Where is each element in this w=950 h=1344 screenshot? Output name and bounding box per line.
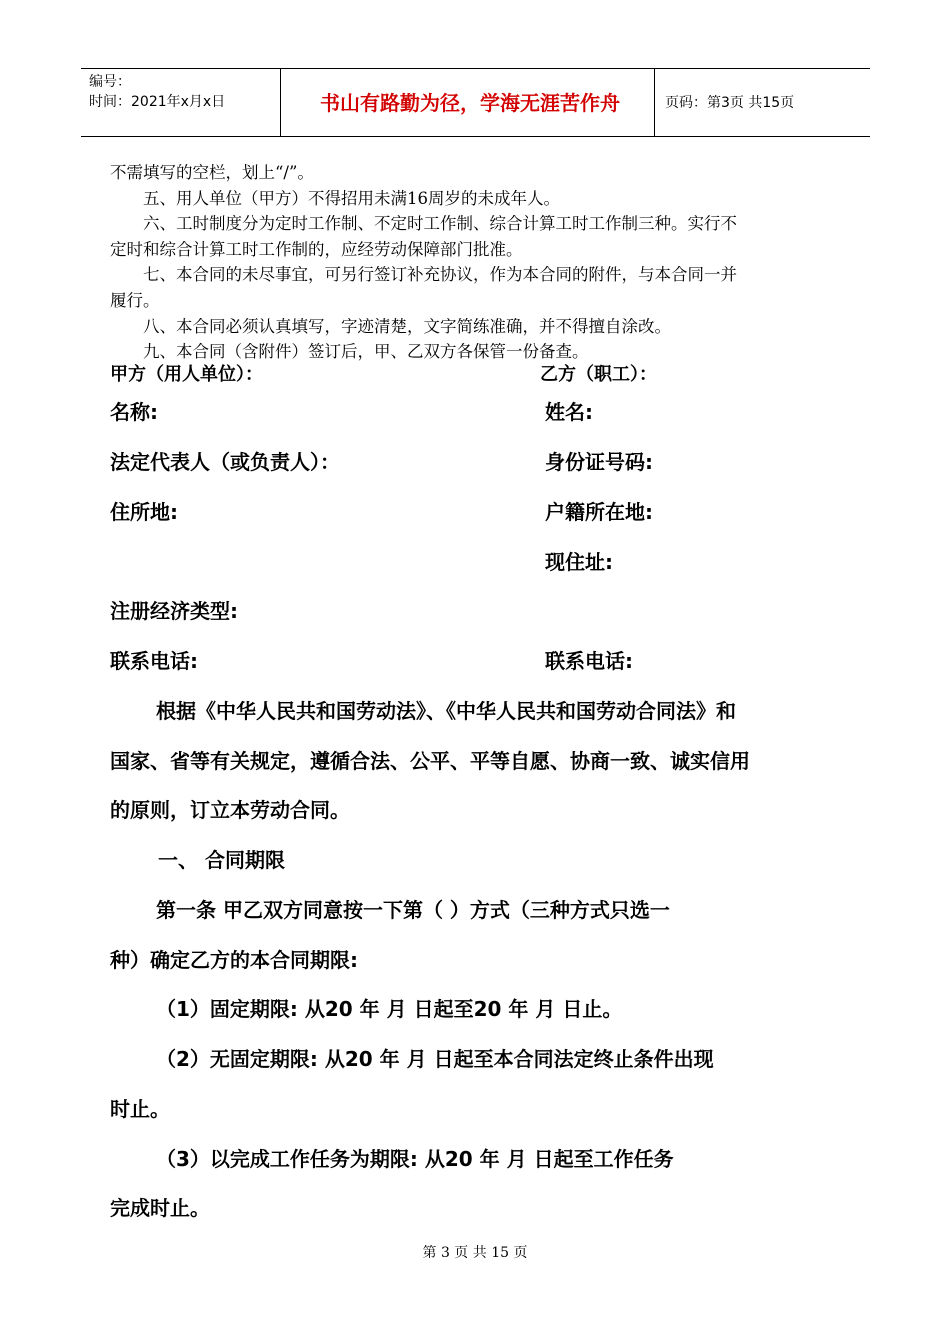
note-line: 履行。 xyxy=(110,290,160,310)
party-a-legal-rep-label: 法定代表人（或负责人）： xyxy=(110,450,340,474)
option-line: （2）无固定期限: 从20 年 月 日起至本合同法定终止条件出现 xyxy=(156,1047,714,1071)
header-divider xyxy=(654,69,655,136)
article-line: 第一条 甲乙双方同意按一下第（ ）方式（三种方式只选一 xyxy=(156,898,670,922)
header-divider xyxy=(280,69,281,136)
note-line: 不需填写的空栏，划上“/”。 xyxy=(110,163,314,182)
party-b-phone-label: 联系电话: xyxy=(545,649,633,673)
note-line: 五、用人单位（甲方）不得招用未满16周岁的未成年人。 xyxy=(143,188,560,208)
party-a-heading: 甲方（用人单位）： xyxy=(110,364,263,385)
preamble-line: 根据《中华人民共和国劳动法》、《中华人民共和国劳动合同法》和 xyxy=(156,699,736,723)
party-b-heading: 乙方（职工）： xyxy=(540,364,657,385)
party-a-address-label: 住所地: xyxy=(110,500,178,524)
preamble-line: 的原则，订立本劳动合同。 xyxy=(110,798,350,822)
party-b-name-label: 姓名: xyxy=(545,400,593,424)
party-a-name-label: 名称: xyxy=(110,400,158,424)
note-line: 九、本合同（含附件）签订后，甲、乙双方各保管一份备查。 xyxy=(143,342,589,362)
note-line: 六、工时制度分为定时工作制、不定时工作制、综合计算工时工作制三种。实行不 xyxy=(143,214,737,234)
notes-section xyxy=(110,160,845,365)
page-footer: 第 3 页 共 15 页 xyxy=(422,1245,528,1261)
note-line: 七、本合同的未尽事宜，可另行签订补充协议，作为本合同的附件，与本合同一并 xyxy=(143,265,737,285)
section-title: 一、 合同期限 xyxy=(158,848,285,872)
party-a-phone-label: 联系电话: xyxy=(110,649,198,673)
article-line: 种）确定乙方的本合同期限: xyxy=(110,948,358,972)
party-b-id-label: 身份证号码: xyxy=(545,450,653,474)
option-line: （3）以完成工作任务为期限: 从20 年 月 日起至工作任务 xyxy=(156,1147,674,1171)
party-a-econ-type-label: 注册经济类型: xyxy=(110,599,238,623)
header-page-info: 页码：第3页 共15页 xyxy=(665,95,795,111)
header-meta xyxy=(89,72,225,112)
option-line: 完成时止。 xyxy=(110,1196,210,1220)
party-b-residence-label: 现住址: xyxy=(545,550,613,574)
option-line: （1）固定期限: 从20 年 月 日起至20 年 月 日止。 xyxy=(156,997,623,1021)
document-header xyxy=(81,68,870,137)
party-b-hukou-label: 户籍所在地: xyxy=(545,500,653,524)
note-line: 八、本合同必须认真填写，字迹清楚，文字简练准确，并不得擅自涂改。 xyxy=(143,316,671,336)
preamble-line: 国家、省等有关规定，遵循合法、公平、平等自愿、协商一致、诚实信用 xyxy=(110,749,750,773)
note-line: 定时和综合计算工时工作制的，应经劳动保障部门批准。 xyxy=(110,239,523,259)
option-line: 时止。 xyxy=(110,1097,170,1121)
header-motto: 书山有路勤为径，学海无涯苦作舟 xyxy=(320,91,620,115)
number-label: 编号： xyxy=(89,74,131,90)
time-label: 时间：2021年x月x日 xyxy=(89,94,226,110)
